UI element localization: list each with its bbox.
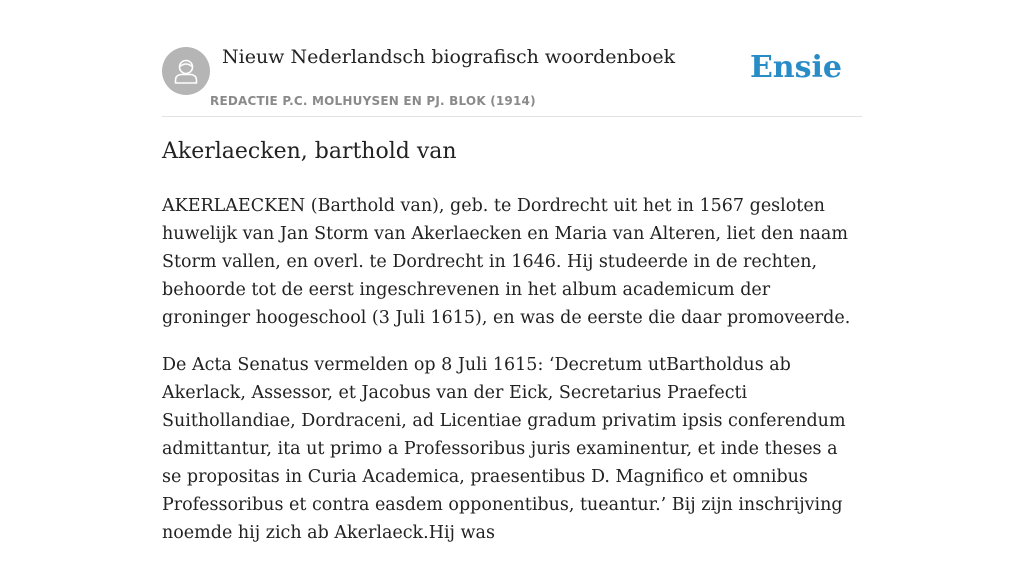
- header: [162, 44, 862, 117]
- avatar[interactable]: [162, 47, 210, 95]
- paragraph: AKERLAECKEN (Barthold van), geb. te Dordrecht uit het in 1567 gesloten huwelijk van Jan Storm van Akerlaecken en Maria van Alteren, liet den naam Storm vallen, en overl. te Dordrecht in 1646. Hij studeerde in de rechten, behoorde tot de eerst ingeschrevenen in het album academicum der groninger hoogeschool (3 Juli 1615), en was de eerste die daar promoveerde.: [162, 196, 851, 328]
- book-title-link[interactable]: Nieuw Nederlandsch biografisch woordenboek: [222, 46, 676, 68]
- book-editors: REDACTIE P.C. MOLHUYSEN EN PJ. BLOK (1914): [210, 94, 536, 108]
- article-title: Akerlaecken, barthold van: [162, 139, 457, 164]
- paragraph: De Acta Senatus vermelden op 8 Juli 1615: ‘Decretum utBartholdus ab Akerlack, Assessor, et Jacobus van der Eick, Secretarius Praefecti Suithollandiae, Dordraceni, ad Licentiae gradum privatim ipsis conferendum admittantur, ita ut primo a Professoribus juris examinentur, et inde theses a se propositas in Curia Academica, praesentibus D. Magnifico et omnibus Professoribus et contra easdem opponentibus, tueantur.’ Bij zijn inschrijving noemde hij zich ab Akerlaeck.Hij was: [162, 355, 846, 543]
- ensie-logo[interactable]: Ensie: [749, 50, 842, 85]
- user-icon: [162, 47, 210, 95]
- article-body: [162, 192, 862, 566]
